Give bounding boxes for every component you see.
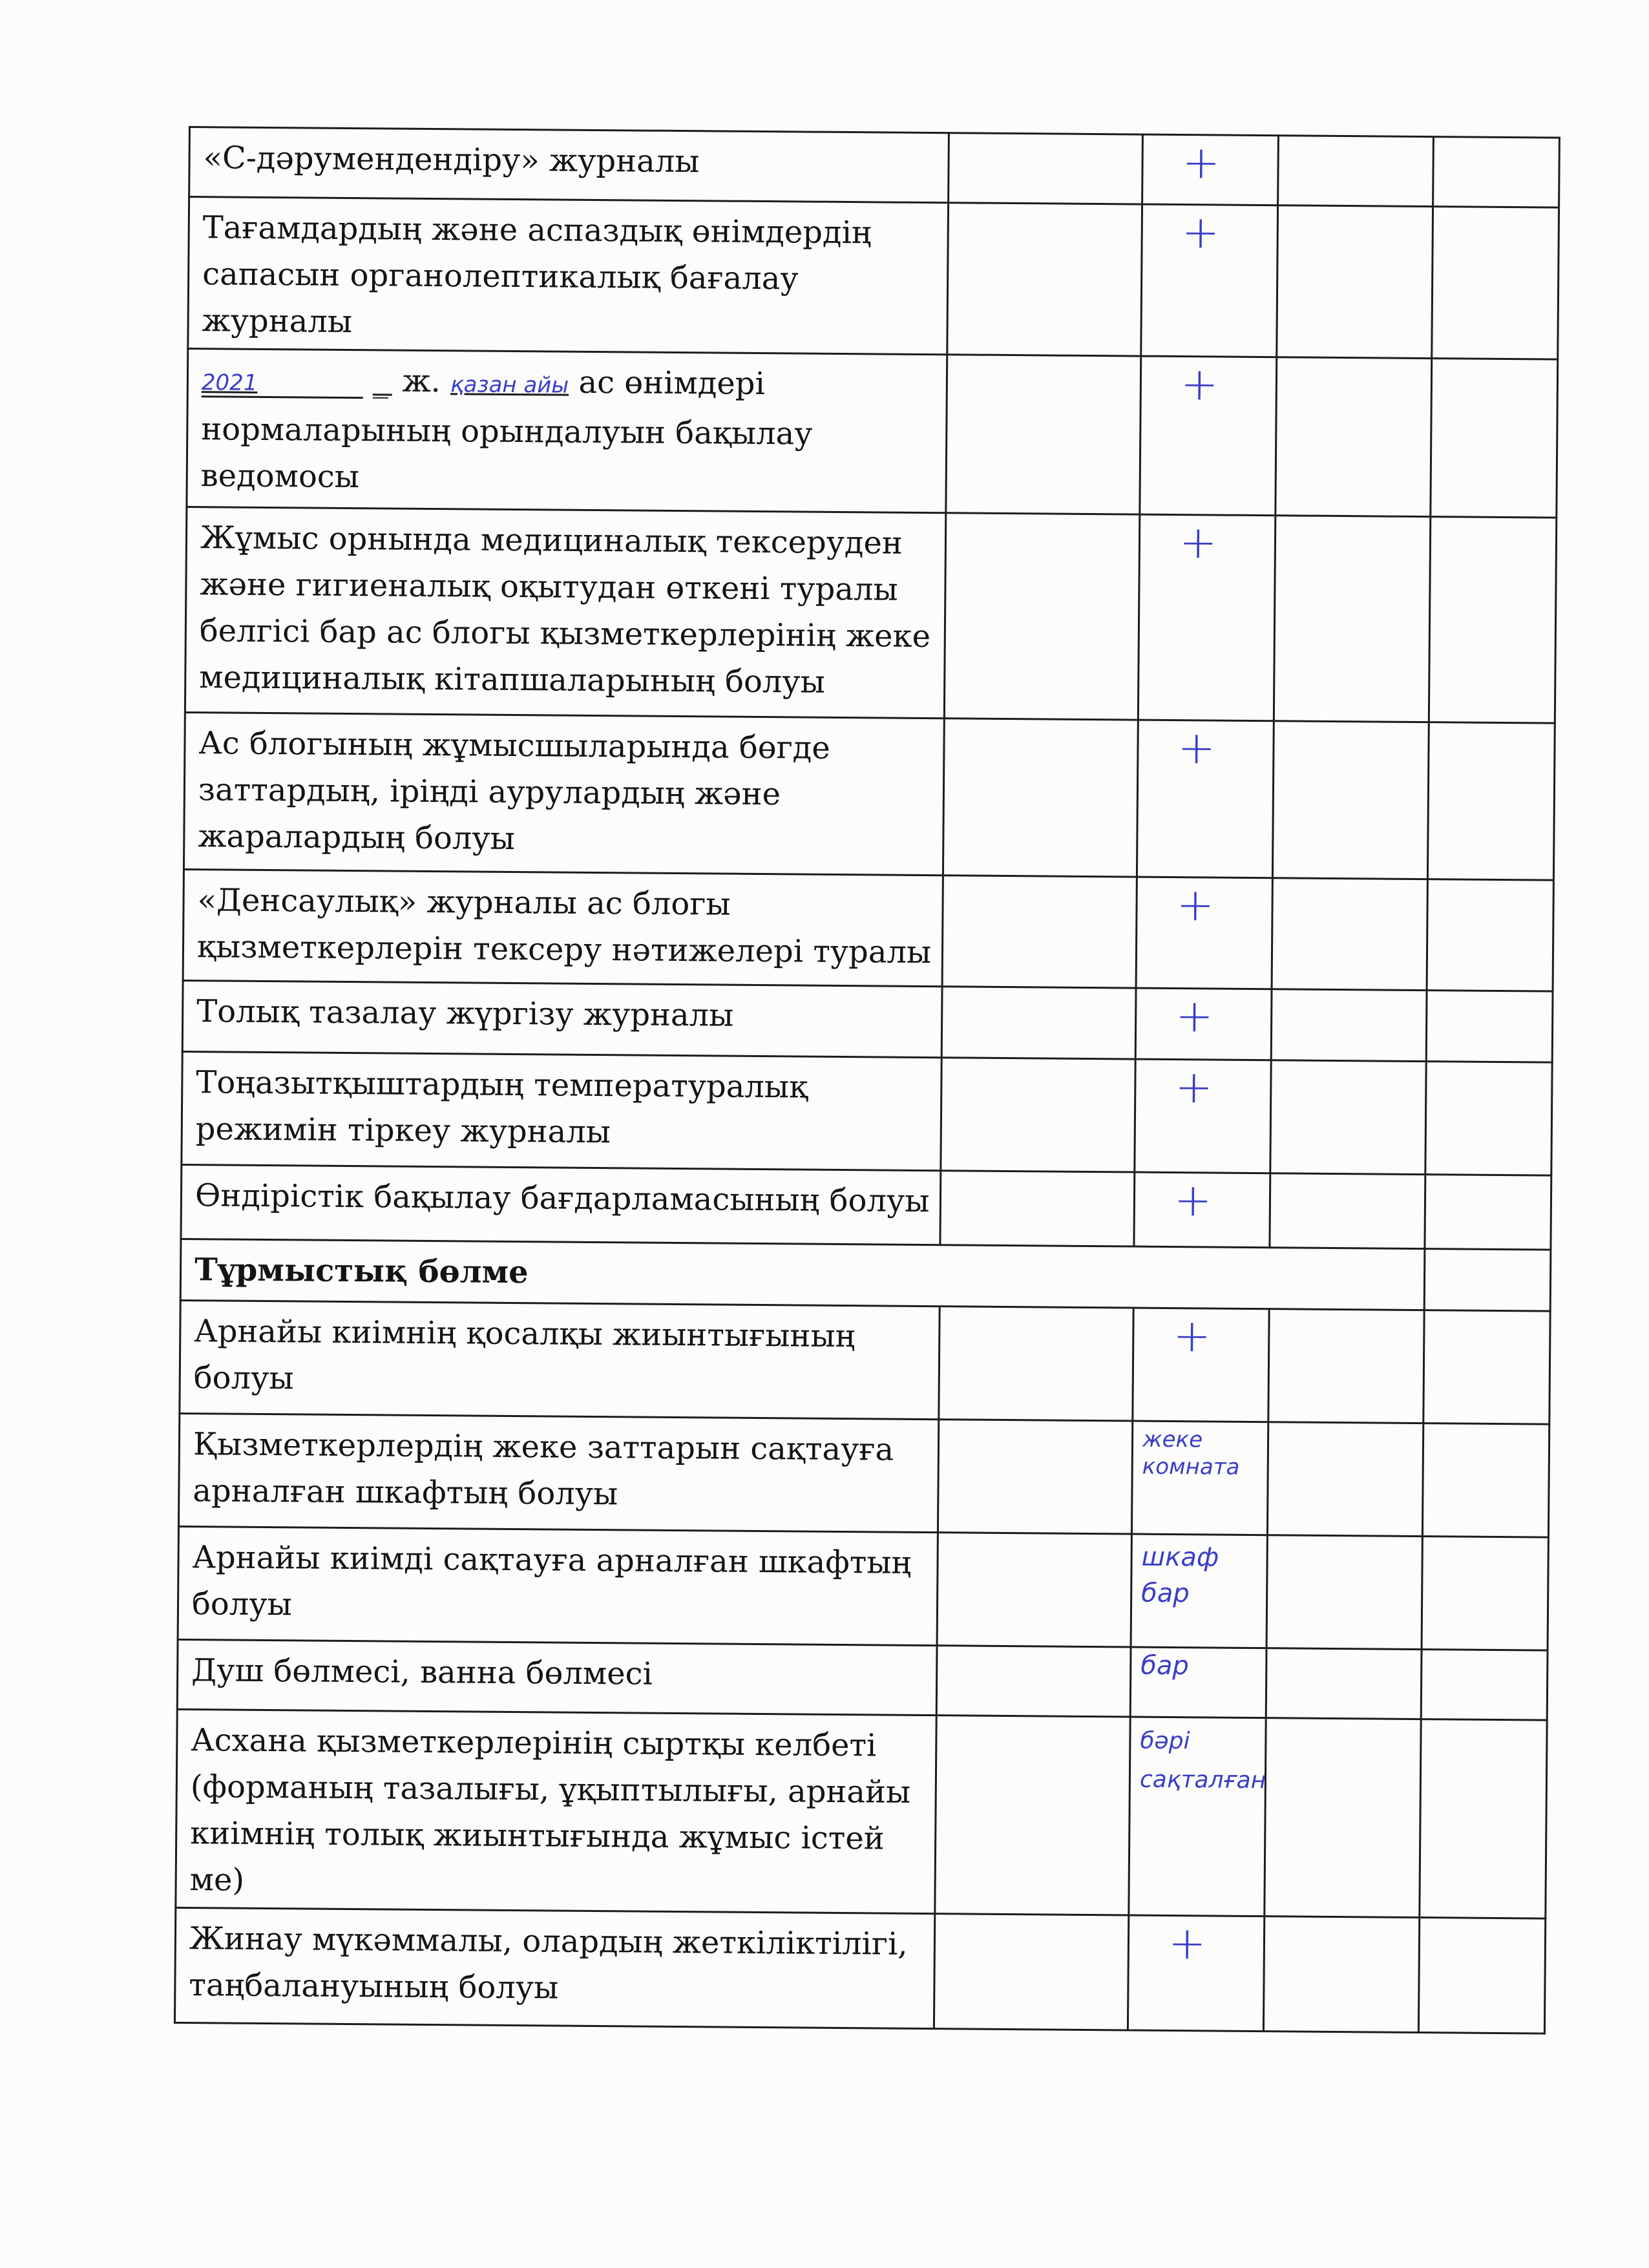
blank-cell: [934, 1914, 1128, 2030]
table-row: [176, 1709, 1547, 1918]
mark-cell: [1141, 204, 1278, 357]
table-row: [178, 1413, 1549, 1537]
blank-cell: [1267, 1422, 1423, 1537]
section-title: Тұрмыстық бөлме: [180, 1239, 1425, 1310]
blank-cell: [1420, 1719, 1547, 1919]
blank-cell: [1427, 722, 1555, 881]
blank-cell: [1272, 878, 1427, 991]
blank-cell: [941, 1058, 1135, 1172]
blank-cell: [1278, 136, 1434, 207]
handwritten-mark: +: [1175, 1060, 1213, 1114]
handwritten-mark: +: [1173, 1309, 1212, 1363]
date-blank: [202, 366, 363, 399]
blank-cell: [1268, 1309, 1424, 1423]
blank-cell: [938, 1420, 1132, 1534]
row-text: Ас блогының жұмысшыларында бөгде заттардың, іріңді аурулардың және жаралардың болуы: [184, 712, 944, 875]
blank-cell: [939, 1307, 1133, 1421]
blank-cell: [1433, 137, 1560, 208]
handwritten-mark: +: [1179, 516, 1217, 569]
blank-cell: [1427, 879, 1553, 992]
blank-cell: [937, 1533, 1131, 1647]
handwritten-mark: +: [1175, 989, 1214, 1043]
blank-cell: [1424, 1249, 1551, 1312]
mark-cell: [1142, 134, 1279, 205]
blank-cell: [943, 719, 1138, 877]
table-row: [183, 869, 1553, 991]
blank-cell: [1270, 1173, 1425, 1249]
table-row: [174, 1907, 1545, 2033]
row-text: Тағамдардың және аспаздық өнімдердің сапасын органолептикалық бағалау журналы: [188, 197, 949, 355]
date-separator: _: [373, 368, 392, 395]
blank-cell: [1266, 1648, 1422, 1719]
blank-cell: [1277, 205, 1433, 359]
mark-cell: [1129, 1717, 1266, 1916]
mark-cell: [1130, 1647, 1266, 1718]
handwritten-mark: +: [1173, 1173, 1212, 1227]
mark-cell: [1140, 356, 1277, 516]
year-suffix: ж.: [402, 362, 441, 400]
blank-cell: [1425, 1062, 1552, 1176]
table-row: [180, 1300, 1550, 1424]
blank-cell: [1425, 1175, 1551, 1250]
handwritten-mark: +: [1177, 721, 1216, 775]
blank-cell: [940, 1171, 1135, 1246]
row-text: Асхана қызметкерлерінің сыртқы келбеті (форманың тазалығы, ұқыптылығы, арнайы киімнің толық жиынтығында жұмыс істей ме): [176, 1709, 936, 1913]
table-row: [189, 127, 1560, 208]
mark-cell: [1133, 1308, 1269, 1422]
table-row: [178, 1526, 1548, 1650]
mark-cell: [1137, 720, 1274, 878]
row-text: «С-дәрумендендіру» журналы: [189, 127, 949, 203]
handwritten-mark: жеке комната: [1142, 1426, 1240, 1480]
blank-cell: [935, 1716, 1130, 1915]
section-row: [180, 1239, 1551, 1311]
table-row: [184, 712, 1555, 880]
mark-cell: [1131, 1534, 1267, 1648]
row-text: Арнайы киімнің қосалқы жиынтығының болуы: [180, 1300, 940, 1419]
table-row: [185, 507, 1556, 723]
table-row: [181, 1164, 1551, 1250]
blank-cell: [1422, 1537, 1548, 1651]
blank-cell: [1432, 207, 1559, 360]
mark-cell: [1134, 1172, 1270, 1248]
mark-cell: [1128, 1915, 1264, 2032]
row-text: Душ бөлмесі, ванна бөлмесі: [177, 1639, 937, 1715]
blank-cell: [949, 133, 1143, 204]
row-text: «Денсаулық» журналы ас блогы қызметкерлерін тексеру нәтижелері туралы: [183, 869, 943, 986]
blank-cell: [1276, 357, 1432, 517]
blank-cell: [936, 1646, 1131, 1717]
blank-cell: [1429, 517, 1556, 724]
row-text: Жинау мүкәммалы, олардың жеткіліктілігі, таңбалануының болуы: [174, 1907, 934, 2028]
blank-cell: [1431, 359, 1558, 518]
handwritten-mark: бәрі сақталған: [1139, 1727, 1266, 1794]
row-text: [187, 349, 947, 513]
blank-cell: [1270, 1060, 1426, 1175]
table-row: [182, 1051, 1552, 1175]
handwritten-mark: +: [1182, 136, 1221, 189]
mark-cell: [1135, 988, 1272, 1060]
mark-cell: [1136, 877, 1272, 989]
table-row: [188, 197, 1559, 360]
blank-cell: [1422, 1423, 1549, 1538]
row-text: Қызметкерлердің жеке заттарын сақтауға арналған шкафтың болуы: [178, 1413, 938, 1532]
row-text-rest: ас өнімдері нормаларының орындалуын бақылау ведомосы: [200, 364, 813, 496]
blank-cell: [1265, 1718, 1421, 1918]
row-text: Толық тазалау жүргізу журналы: [182, 980, 942, 1057]
row-text: Тоңазытқыштардың температуралық режимін тіркеу журналы: [182, 1051, 941, 1170]
table-row: [182, 980, 1553, 1062]
row-text: Жұмыс орнында медициналық тексеруден және гигиеналық оқытудан өткені туралы белгісі бар ас блогы қызметкерлерінің жеке медициналық кітапшаларының болуы: [185, 507, 945, 718]
blank-cell: [1421, 1650, 1548, 1721]
mark-cell: [1131, 1421, 1268, 1535]
handwritten-mark: +: [1176, 878, 1215, 932]
checklist-table: [174, 126, 1560, 2035]
blank-cell: [1263, 1916, 1419, 2033]
handwritten-month: қазан айы: [450, 372, 569, 399]
blank-cell: [944, 513, 1139, 720]
blank-cell: [1426, 991, 1553, 1063]
blank-cell: [1418, 1918, 1545, 2034]
handwritten-year: 2021: [201, 370, 258, 396]
handwritten-mark: +: [1180, 357, 1219, 411]
blank-cell: [941, 987, 1136, 1059]
table-row: [187, 349, 1558, 518]
row-text: Арнайы киімді сақтауға арналған шкафтың болуы: [178, 1526, 938, 1645]
blank-cell: [1266, 1535, 1422, 1650]
blank-cell: [942, 876, 1137, 988]
handwritten-mark: +: [1181, 205, 1220, 259]
blank-cell: [947, 203, 1142, 356]
blank-cell: [1423, 1310, 1550, 1425]
blank-cell: [1272, 721, 1429, 879]
handwritten-mark: шкаф бар: [1141, 1542, 1219, 1609]
handwritten-mark: +: [1168, 1916, 1206, 1970]
blank-cell: [1271, 989, 1427, 1062]
mark-cell: [1135, 1059, 1271, 1173]
table-row: [177, 1639, 1548, 1720]
blank-cell: [946, 355, 1141, 514]
blank-cell: [1274, 516, 1430, 722]
mark-cell: [1138, 514, 1275, 721]
handwritten-mark: бар: [1140, 1650, 1190, 1681]
row-text: Өндірістік бақылау бағдарламасының болуы: [181, 1164, 941, 1244]
